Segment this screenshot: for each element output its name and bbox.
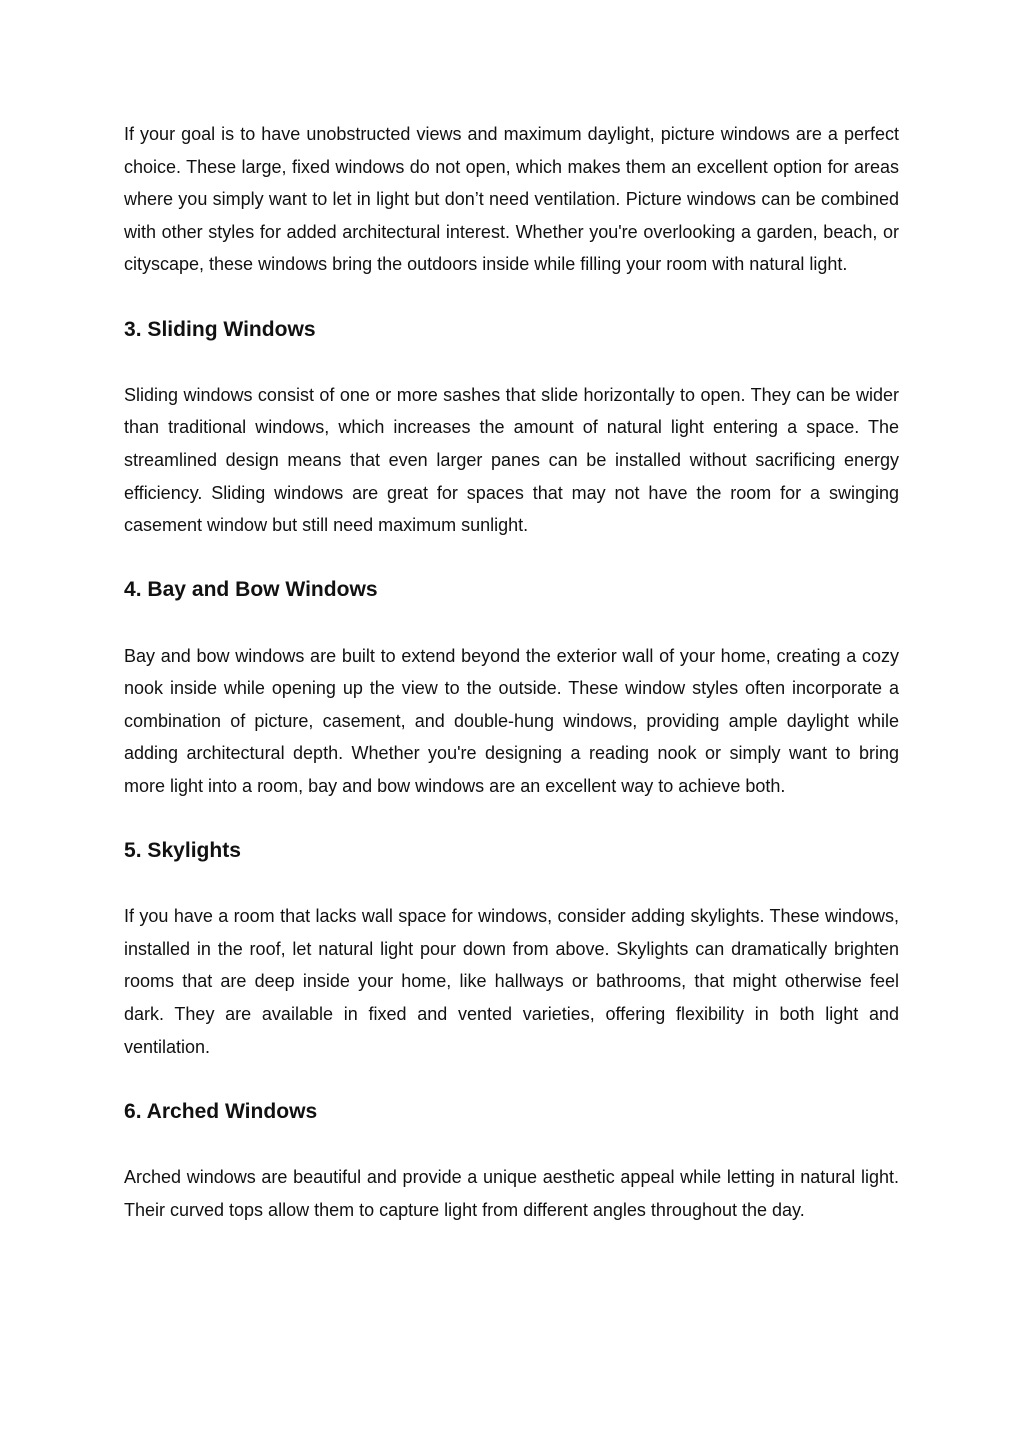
spacer	[124, 1128, 899, 1161]
spacer	[124, 607, 899, 640]
section-heading-sliding-windows: 3. Sliding Windows	[124, 317, 316, 341]
section-body-arched-windows: Arched windows are beautiful and provide a unique aesthetic appeal while letting in natural light. Their curved tops allow them to capture light from different angles throughout the day.	[124, 1167, 899, 1220]
spacer	[124, 802, 899, 835]
section-body-skylights: If you have a room that lacks wall space for windows, consider adding skylights. These windows, installed in the roof, let natural light pour down from above. Skylights can dramatically brighten rooms that are deep inside your home, like hallways or bathrooms, that might otherwise feel dark. They are available in fixed and vented varieties, offering flexibility in both light and ventilation.	[124, 906, 899, 1057]
section-heading-bay-bow-windows: 4. Bay and Bow Windows	[124, 578, 378, 602]
section-body-bay-bow-windows: Bay and bow windows are built to extend beyond the exterior wall of your home, creating a cozy nook inside while opening up the view to the outside. These window styles often incorporate a combination of picture, casement, and double-hung windows, providing ample daylight while adding architectural depth. Whether you're designing a reading nook or simply want to bring more light into a room, bay and bow windows are an excellent way to achieve both.	[124, 645, 899, 796]
spacer	[124, 542, 899, 575]
section-body-sliding-windows: Sliding windows consist of one or more sashes that slide horizontally to open. They can be wider than traditional windows, which increases the amount of natural light entering a space. The streamlined design means that even larger panes can be installed without sacrificing energy efficiency. Sliding windows are great for spaces that may not have the room for a swinging casement window but still need maximum sunlight.	[124, 384, 899, 536]
section-heading-arched-windows: 6. Arched Windows	[124, 1099, 318, 1123]
spacer	[124, 281, 899, 314]
section-heading-skylights: 5. Skylights	[124, 839, 241, 863]
document-page	[124, 118, 899, 1226]
spacer	[124, 1063, 899, 1096]
spacer	[124, 346, 899, 379]
intro-paragraph: If your goal is to have unobstructed views and maximum daylight, picture windows are a perfect choice. These large, fixed windows do not open, which makes them an excellent option for areas where you simply want to let in light but don’t need ventilation. Picture windows can be combined with other styles for added architectural interest. Whether you're overlooking a garden, beach, or cityscape, these windows bring the outdoors inside while filling your room with natural light.	[124, 124, 899, 275]
spacer	[124, 868, 899, 901]
